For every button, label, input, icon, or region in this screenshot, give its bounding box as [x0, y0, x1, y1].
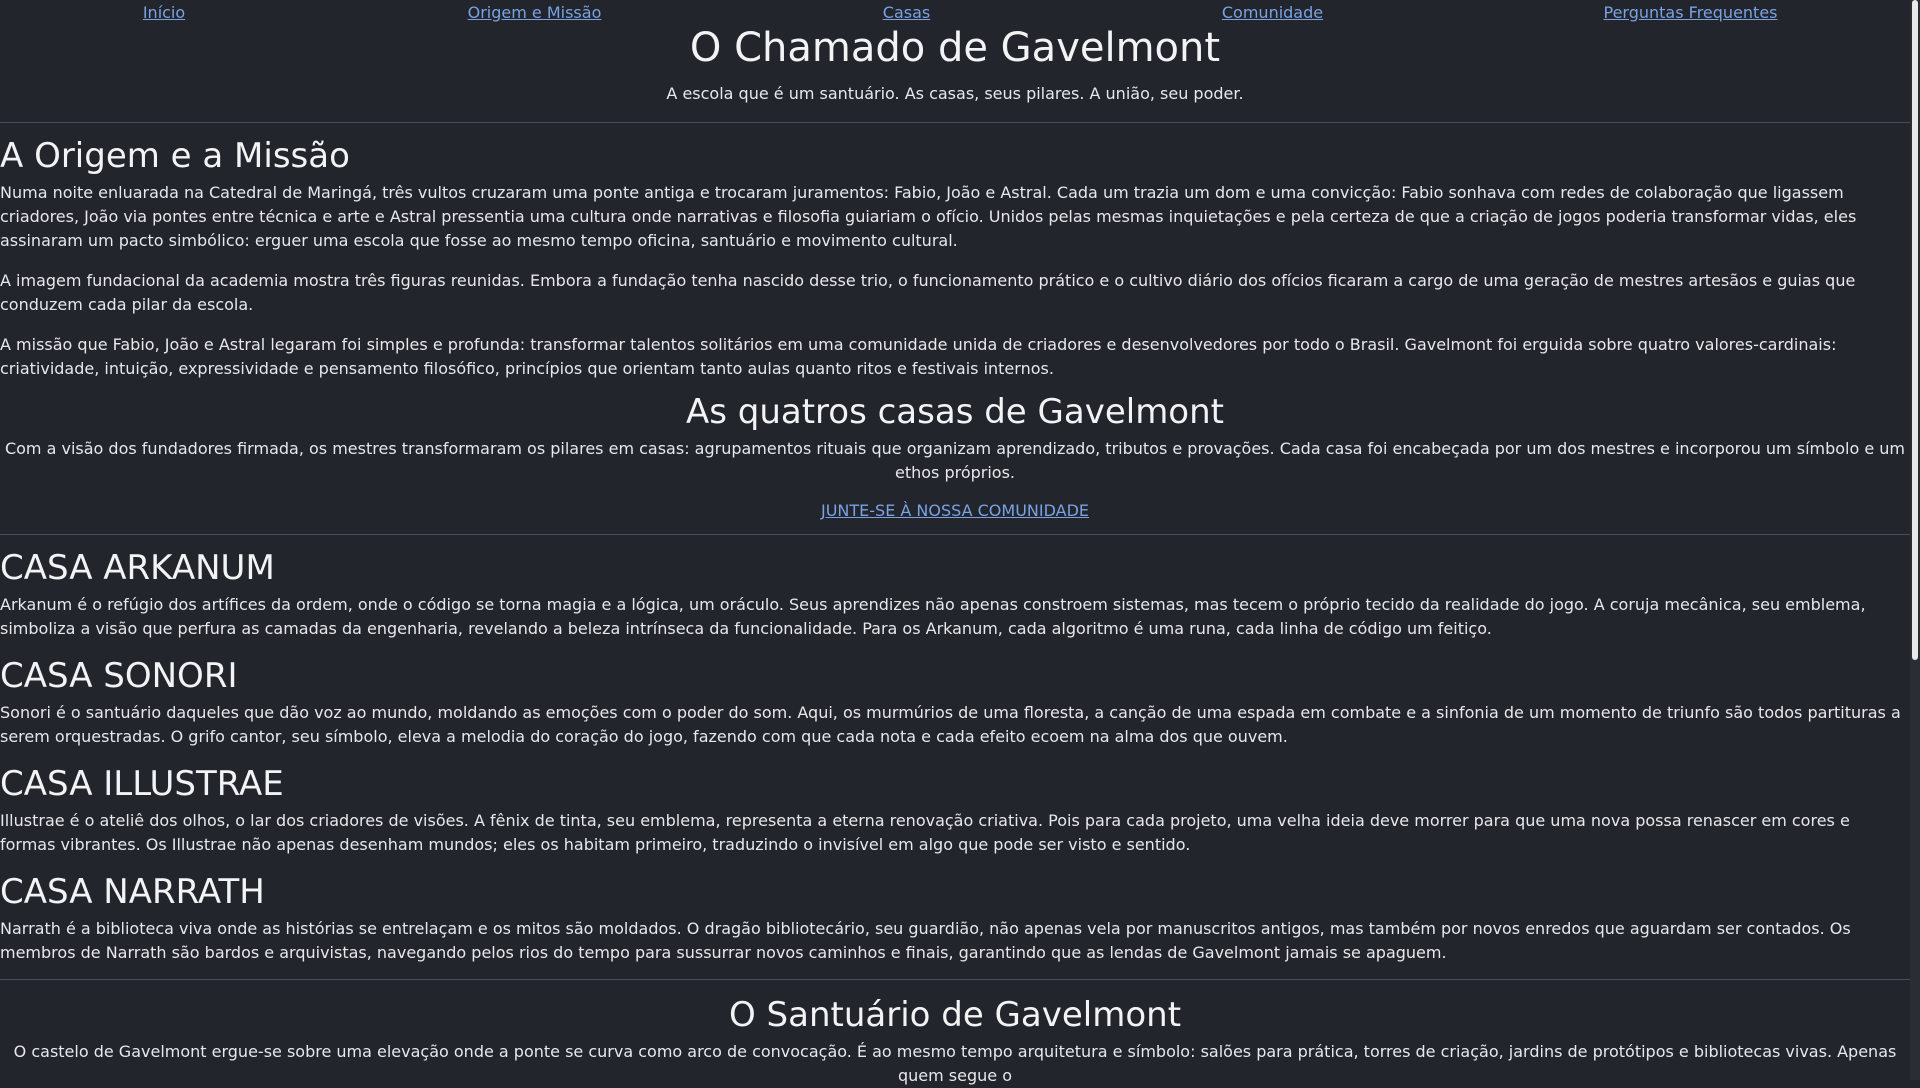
- nav-link-comunidade[interactable]: Comunidade: [1221, 2, 1324, 22]
- house-description: Sonori é o santuário daqueles que dão voz ao mundo, moldando as emoções com o poder do som. Aqui, os murmúrios de uma floresta, a canção de uma espada em combate e a sinfonia de um momento de triunfo são todos partituras a serem orquestradas. O grifo cantor, seu símbolo, eleva a melodia do coração do jogo, fazendo com que cada nota e cada efeito ecoem na alma dos que ouvem.: [0, 703, 1901, 746]
- scrollbar-thumb[interactable]: [1912, 0, 1918, 660]
- sanctuary-text: O castelo de Gavelmont ergue-se sobre uma elevação onde a ponte se curva como arco de convocação. É ao mesmo tempo arquitetura e símbolo: salões para prática, torres de criação, jardins de protótipos e bibliotecas vivas. Apenas quem segue o: [13, 1042, 1897, 1085]
- houses-intro-text: Com a visão dos fundadores firmada, os mestres transformaram os pilares em casas: agrupamentos rituais que organizam aprendizado, tributos e provações. Cada casa foi encabeçada por um dos mestres e incorporou um símbolo e um ethos próprios.: [4, 439, 1906, 482]
- vertical-scrollbar[interactable]: [1910, 0, 1920, 1080]
- origin-section: [0, 123, 1910, 381]
- house-description: Arkanum é o refúgio dos artífices da ordem, onde o código se torna magia e a lógica, um oráculo. Seus aprendizes não apenas constroem sistemas, mas tecem o próprio tecido da realidade do jogo. A coruja mecânica, seu emblema, simboliza a visão que perfura as camadas da engenharia, revelando a beleza intrínseca da funcionalidade. Para os Arkanum, cada algoritmo é uma runa, cada linha de código um feitiço.: [0, 595, 1866, 638]
- page-header: [0, 24, 1910, 122]
- nav-link-inicio[interactable]: Início: [142, 2, 186, 22]
- house-title: CASA ILLUSTRAE: [0, 764, 284, 804]
- origin-paragraph: A missão que Fabio, João e Astral legaram foi simples e profunda: transformar talentos solitários em uma comunidade unida de criadores e desenvolvedores por todo o Brasil. Gavelmont foi erguida sobre quatro valores-cardinais: criatividade, intuição, expressividade e pensamento filosófico, princípios que orientam tanto aulas quanto ritos e festivais internos.: [0, 335, 1837, 378]
- house-title: CASA SONORI: [0, 656, 238, 696]
- house-illustrae: [0, 763, 1910, 857]
- page-tagline: A escola que é um santuário. As casas, seus pilares. A união, seu poder.: [666, 84, 1244, 103]
- house-arkanum: [0, 547, 1910, 641]
- page-title: O Chamado de Gavelmont: [689, 25, 1221, 71]
- house-description: Illustrae é o ateliê dos olhos, o lar dos criadores de visões. A fênix de tinta, seu emblema, representa a eterna renovação criativa. Pois para cada projeto, uma velha ideia deve morrer para que uma nova possa renascer em cores e formas vibrantes. Os Illustrae não apenas desenham mundos; eles os habitam primeiro, traduzindo o invisível em algo que pode ser visto e sentido.: [0, 811, 1850, 854]
- nav-link-perguntas-frequentes[interactable]: Perguntas Frequentes: [1603, 2, 1778, 22]
- origin-paragraph: A imagem fundacional da academia mostra três figuras reunidas. Embora a fundação tenha nascido desse trio, o funcionamento prático e o cultivo diário dos ofícios ficaram a cargo de uma geração de mestres artesãos e guias que conduzem cada pilar da escola.: [0, 271, 1856, 314]
- house-title: CASA NARRATH: [0, 872, 265, 912]
- join-community-link[interactable]: JUNTE-SE À NOSSA COMUNIDADE: [820, 501, 1090, 520]
- nav-link-origem-missao[interactable]: Origem e Missão: [467, 2, 602, 22]
- house-title: CASA ARKANUM: [0, 548, 275, 588]
- houses-section: [0, 535, 1910, 965]
- house-description: Narrath é a biblioteca viva onde as histórias se entrelaçam e os mitos são moldados. O dragão bibliotecário, seu guardião, não apenas vela por manuscritos antigos, mas também por novos enredos que aguardam ser contados. Os membros de Narrath são bardos e arquivistas, navegando pelos rios do tempo para sussurrar novos caminhos e finais, garantindo que as lendas de Gavelmont jamais se apaguem.: [0, 919, 1851, 962]
- house-narrath: [0, 871, 1910, 965]
- origin-heading: A Origem e a Missão: [0, 136, 350, 176]
- top-nav: [0, 0, 1910, 24]
- sanctuary-heading: O Santuário de Gavelmont: [728, 995, 1182, 1035]
- houses-intro-section: [0, 381, 1910, 520]
- nav-link-casas[interactable]: Casas: [882, 2, 931, 22]
- houses-heading: As quatros casas de Gavelmont: [685, 392, 1224, 432]
- house-sonori: [0, 655, 1910, 749]
- sanctuary-section: [0, 980, 1910, 1088]
- origin-paragraph: Numa noite enluarada na Catedral de Maringá, três vultos cruzaram uma ponte antiga e trocaram juramentos: Fabio, João e Astral. Cada um trazia um dom e uma convicção: Fabio sonhava com redes de colaboração que ligassem criadores, João via pontes entre técnica e arte e Astral pressentia uma cultura onde narrativas e filosofia guiariam o ofício. Unidos pelas mesmas inquietações e pela certeza de que a criação de jogos poderia transformar vidas, eles assinaram um pacto simbólico: erguer uma escola que fosse ao mesmo tempo oficina, santuário e movimento cultural.: [0, 183, 1857, 250]
